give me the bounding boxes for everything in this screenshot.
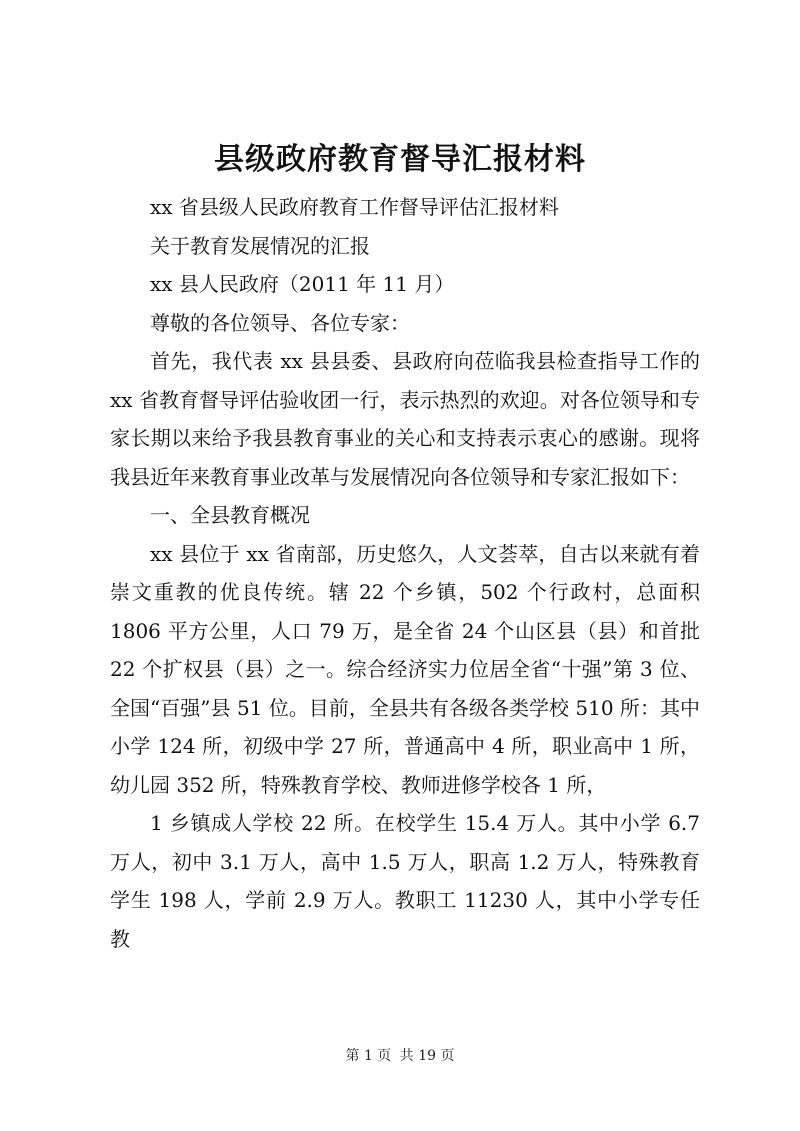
paragraph-intro: 首先，我代表 xx 县县委、县政府向莅临我县检查指导工作的 xx 省教育督导评估验收团一行，表示热烈的欢迎。对各位领导和专家长期以来给予我县教育事业的关心和支持表示衷心的感谢。现将我县近年来教育事业改革与发展情况向各位领导和专家汇报如下： — [110, 349, 700, 489]
paragraph-salutation: 尊敬的各位领导、各位专家： — [150, 310, 410, 335]
page-footer — [0, 1045, 800, 1065]
paragraph-student-stats: 1 乡镇成人学校 22 所。在校学生 15.4 万人。其中小学 6.7 万人，初中 3.1 万人，高中 1.5 万人，职高 1.2 万人，特殊教育学生 198 人，学前 2.9 万人。教职工 11230 人，其中小学专任教 — [110, 811, 700, 951]
document-body — [110, 188, 700, 958]
section-heading-overview: 一、全县教育概况 — [150, 503, 310, 527]
document-title: 县级政府教育督导汇报材料 — [214, 142, 586, 177]
page-total: 共 19 页 — [399, 1048, 455, 1064]
paragraph-subtitle: xx 省县级人民政府教育工作督导评估汇报材料 — [150, 195, 559, 219]
paragraph-county-overview: xx 县位于 xx 省南部，历史悠久，人文荟萃，自古以来就有着崇文重教的优良传统。辖 22 个乡镇，502 个行政村，总面积 1806 平方公里，人口 79 万，是全省 24 个山区县（县）和首批 22 个扩权县（县）之一。综合经济实力位居全省“十强”第 3 位、全国“百强”县 51 位。目前，全县共有各级各类学校 510 所：其中小学 124 所，初级中学 27 所，普通高中 4 所，职业高中 1 所，幼儿园 352 所，特殊教育学校、教师进修学校各 1 所， — [110, 541, 700, 797]
paragraph-issuer-date: xx 县人民政府（2011 年 11 月） — [150, 272, 455, 296]
paragraph-report-title: 关于教育发展情况的汇报 — [150, 233, 370, 258]
page-number: 第 1 页 — [345, 1048, 392, 1064]
